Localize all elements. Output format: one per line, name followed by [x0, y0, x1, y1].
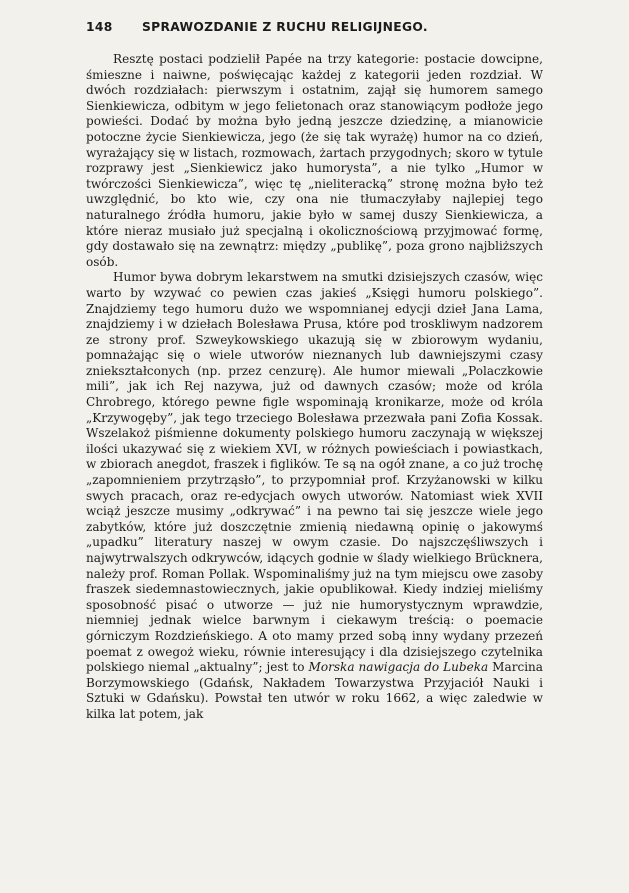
- paragraph-1: [86, 52, 543, 270]
- paragraph-1-text: Resztę postaci podzielił Papée na trzy kategorie: postacie dowcipne, śmieszne i naiwne, poświęcając każdej z kategorii jeden rozdział. W dwóch rozdziałach: pierwszym i ostatnim, zajął się humorem samego Sienkiewicza, odbitym w jego felietonach oraz stanowiącym podłoże jego powieści. Dodać by można było jedną jeszcze dziedzinę, a mianowicie potoczne życie Sienkiewicza, jego (że się tak wyrażę) humor na co dzień, wyrażający się w listach, rozmowach, żartach przygodnych; skoro w tytule rozprawy jest „Sienkiewicz jako humorysta”, a nie tylko „Humor w twórczości Sienkiewicza”, więc tę „nieliteracką” stronę można było też uwzględnić, bo kto wie, czy ona nie tłumaczyłaby najlepiej tego naturalnego źródła humoru, jakie było w samej duszy Sienkiewicza, a które nieraz musiało już specjalną i okolicznościową przyjmować formę, gdy dostawało się na zewnątrz: między „publikę”, poza grono najbliższych osób.: [86, 52, 543, 269]
- running-head: [86, 20, 543, 34]
- page-number: 148: [86, 20, 113, 34]
- poem-title: Morska nawigacja do Lubeka: [308, 660, 489, 675]
- running-title: SPRAWOZDANIE Z RUCHU RELIGIJNEGO.: [142, 20, 428, 34]
- paragraph-2: [86, 270, 543, 722]
- paragraph-2-text-before: Humor bywa dobrym lekarstwem na smutki dzisiejszych czasów, więc warto by wzywać co pewien czas jakieś „Księgi humoru polskiego”. Znajdziemy tego humoru dużo we wspomnianej edycji dzieł Jana Lama, znajdziemy i w dziełach Bolesława Prusa, które pod troskliwym nadzorem ze strony prof. Szweykowskiego ukazują się w zbiorowym wydaniu, pomnażając się o wiele utworów nieznanych lub dawniejszymi czasy zniekształconych (np. przez cenzurę). Ale humor miewali „Polaczkowie mili”, jak ich Rej nazywa, już od dawnych czasów; może od króla Chrobrego, którego pewne figle wspominają kronikarze, może od króla „Krzywogęby”, jak tego trzeciego Bolesława przezwała pani Zofia Kossak. Wszelakoż piśmienne dokumenty polskiego humoru zaczynają w większej ilości ukazywać się z wiekiem XVI, w różnych powieściach i powiastkach, w zbiorach anegdot, fraszek i figlików. Te są na ogół znane, a co już trochę „zapomnieniem przytrząsło”, to przypomniał prof. Krzyżanowski w kilku swych pracach, oraz re-edycjach owych utworów. Natomiast wiek XVII wciąż jeszcze musimy „odkrywać” i na pewno tai się jeszcze wiele jego zabytków, które już doszczętnie zmienią niedawną opinię o jakowymś „upadku” literatury naszej w owym czasie. Do najszczęśliwszych i najwytrwalszych odkrywców, idących godnie w ślady wielkiego Brücknera, należy prof. Roman Pollak. Wspominaliśmy już na tym miejscu owe zasoby fraszek siedemnastowiecznych, jakie opublikował. Kiedy indziej mieliśmy sposobność pisać o utworze — już nie humorystycznym wprawdzie, niemniej jednak wielce barwnym i ciekawym treścią: o poemacie górniczym Rozdzieńskiego. A oto mamy przed sobą inny wydany przezeń poemat z owegoż wieku, równie interesujący i dla dzisiejszego czytelnika polskiego niemal „aktualny”; jest to: [86, 270, 543, 675]
- body-text: [86, 52, 543, 723]
- paragraph-2-text-after: Marcina Borzymowskiego (Gdańsk, Nakładem Towarzystwa Przyjaciół Nauki i Sztuki w Gdańsku). Powstał ten utwór w roku 1662, a więc zaledwie w kilka lat potem, jak: [86, 660, 543, 721]
